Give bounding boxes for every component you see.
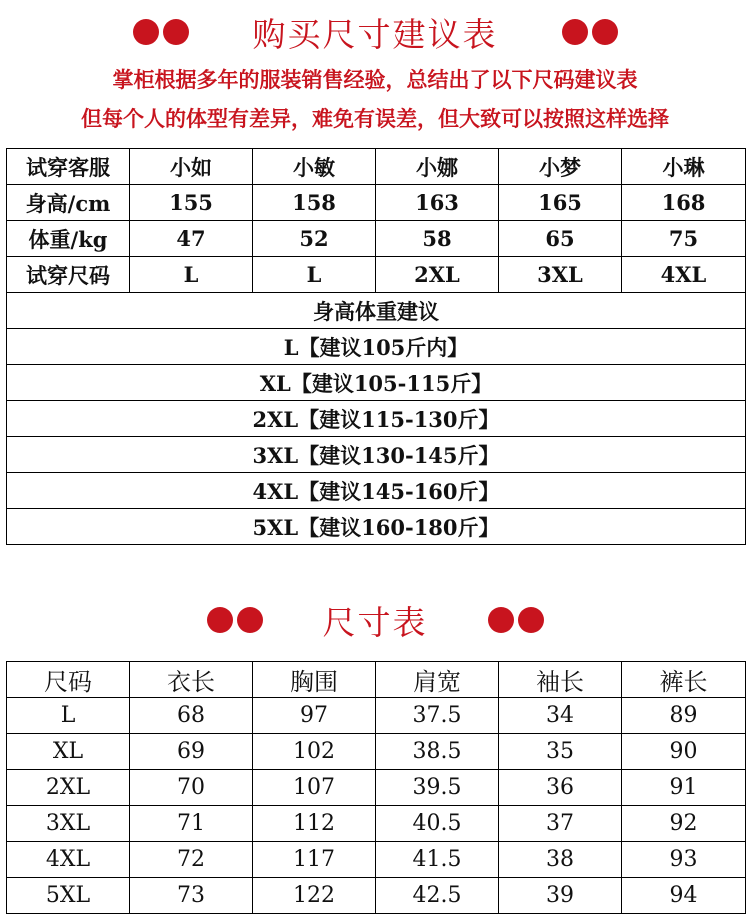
table-header-cell: 小梦 [499, 149, 622, 185]
table-cell: 68 [130, 698, 253, 734]
table-cell: 158 [253, 185, 376, 221]
fitting-table [6, 148, 746, 545]
table-cell: 69 [130, 734, 253, 770]
red-dot-icon [488, 607, 514, 633]
size-label: 4XL [7, 842, 130, 878]
table-cell: 58 [376, 221, 499, 257]
table-row [7, 185, 746, 221]
advice-row [7, 437, 746, 473]
purchase-size-title-row [0, 12, 750, 52]
table-cell: 36 [499, 770, 622, 806]
subtitle-line-2: 但每个人的体型有差异，难免有误差，但大致可以按照这样选择 [81, 106, 669, 131]
table-row [7, 698, 746, 734]
subtitle-line-1: 掌柜根据多年的服装销售经验，总结出了以下尺码建议表 [112, 67, 638, 92]
table-cell: 42.5 [376, 878, 499, 914]
table-cell: 4XL [622, 257, 746, 293]
title-left-dots [133, 19, 189, 45]
red-dot-icon [163, 19, 189, 45]
table-header-cell: 尺码 [7, 662, 130, 698]
table-header-cell: 裤长 [622, 662, 746, 698]
table-row [7, 770, 746, 806]
table-header-cell: 小如 [130, 149, 253, 185]
table-header-cell: 小琳 [622, 149, 746, 185]
table-cell: 39 [499, 878, 622, 914]
table-cell: 2XL [376, 257, 499, 293]
row-label: 体重/kg [7, 221, 130, 257]
red-dot-icon [237, 607, 263, 633]
red-dot-icon [207, 607, 233, 633]
table-header-cell: 小敏 [253, 149, 376, 185]
table-cell: L [130, 257, 253, 293]
table-cell: 102 [253, 734, 376, 770]
table-cell: 71 [130, 806, 253, 842]
table-cell: 34 [499, 698, 622, 734]
table-cell: 93 [622, 842, 746, 878]
table-cell: 92 [622, 806, 746, 842]
size-label: XL [7, 734, 130, 770]
advice-row [7, 509, 746, 545]
red-dot-icon [592, 19, 618, 45]
table-cell: 165 [499, 185, 622, 221]
table-cell: 94 [622, 878, 746, 914]
table-cell: 122 [253, 878, 376, 914]
table-cell: 35 [499, 734, 622, 770]
table-cell: 75 [622, 221, 746, 257]
table-header-cell: 胸围 [253, 662, 376, 698]
advice-item: 3XL【建议130-145斤】 [7, 437, 746, 473]
table-row [7, 221, 746, 257]
size-label: 5XL [7, 878, 130, 914]
table-cell: 37.5 [376, 698, 499, 734]
advice-item: 2XL【建议115-130斤】 [7, 401, 746, 437]
table-cell: 70 [130, 770, 253, 806]
table-cell: 3XL [499, 257, 622, 293]
table-cell: 38 [499, 842, 622, 878]
table-row [7, 806, 746, 842]
table-cell: 91 [622, 770, 746, 806]
purchase-size-title: 购买尺寸建议表 [252, 14, 498, 54]
red-dot-icon [133, 19, 159, 45]
table-cell: 117 [253, 842, 376, 878]
table-cell: 163 [376, 185, 499, 221]
table-cell: 107 [253, 770, 376, 806]
advice-row [7, 365, 746, 401]
table-row [7, 842, 746, 878]
advice-row [7, 329, 746, 365]
size-label: 3XL [7, 806, 130, 842]
table-cell: L [253, 257, 376, 293]
advice-header: 身高体重建议 [7, 293, 746, 329]
table-header-cell: 衣长 [130, 662, 253, 698]
table-header-cell: 肩宽 [376, 662, 499, 698]
table-header-cell: 试穿客服 [7, 149, 130, 185]
advice-item: 4XL【建议145-160斤】 [7, 473, 746, 509]
advice-row [7, 401, 746, 437]
table-cell: 168 [622, 185, 746, 221]
table-cell: 72 [130, 842, 253, 878]
table-cell: 112 [253, 806, 376, 842]
table-row [7, 257, 746, 293]
advice-item: 5XL【建议160-180斤】 [7, 509, 746, 545]
size-chart-title-row [0, 600, 750, 640]
table-row [7, 878, 746, 914]
title-right-dots [488, 607, 544, 633]
table-cell: 52 [253, 221, 376, 257]
table-cell: 155 [130, 185, 253, 221]
title-right-dots [562, 19, 618, 45]
advice-header-row [7, 293, 746, 329]
table-cell: 41.5 [376, 842, 499, 878]
table-header-row [7, 662, 746, 698]
size-label: L [7, 698, 130, 734]
table-cell: 38.5 [376, 734, 499, 770]
table-cell: 40.5 [376, 806, 499, 842]
table-header-cell: 小娜 [376, 149, 499, 185]
table-cell: 47 [130, 221, 253, 257]
table-cell: 37 [499, 806, 622, 842]
advice-item: XL【建议105-115斤】 [7, 365, 746, 401]
row-label: 试穿尺码 [7, 257, 130, 293]
red-dot-icon [518, 607, 544, 633]
table-cell: 73 [130, 878, 253, 914]
row-label: 身高/cm [7, 185, 130, 221]
table-header-cell: 袖长 [499, 662, 622, 698]
table-cell: 89 [622, 698, 746, 734]
size-label: 2XL [7, 770, 130, 806]
advice-row [7, 473, 746, 509]
table-cell: 97 [253, 698, 376, 734]
table-header-row [7, 149, 746, 185]
size-chart-title: 尺寸表 [322, 602, 428, 642]
red-dot-icon [562, 19, 588, 45]
table-cell: 65 [499, 221, 622, 257]
table-cell: 90 [622, 734, 746, 770]
advice-item: L【建议105斤内】 [7, 329, 746, 365]
table-row [7, 734, 746, 770]
size-chart-table [6, 661, 746, 914]
title-left-dots [207, 607, 263, 633]
table-cell: 39.5 [376, 770, 499, 806]
